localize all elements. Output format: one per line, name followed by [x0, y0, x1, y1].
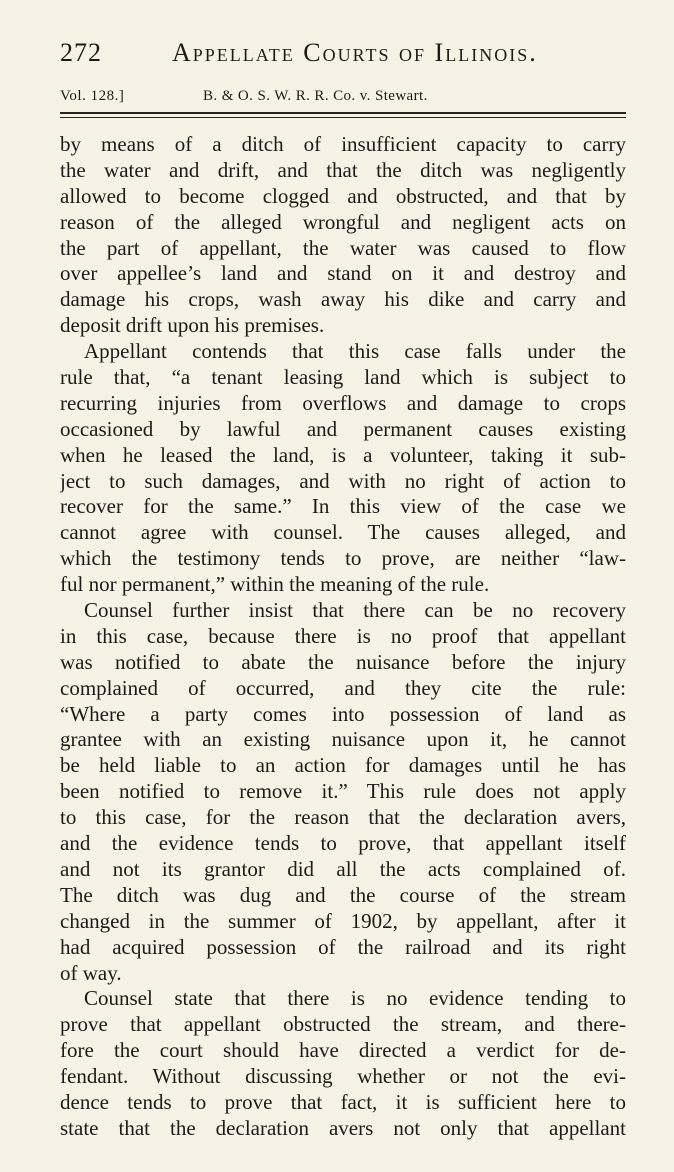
- text-line: dence tends to prove that fact, it is sufficient here to: [60, 1089, 626, 1114]
- text-line: in this case, because there is no proof that appellant: [60, 623, 626, 648]
- text-line: recurring injuries from overflows and damage to crops: [60, 390, 626, 415]
- text-line: when he leased the land, is a volunteer, taking it sub-: [60, 442, 626, 467]
- volume-label: Vol. 128.]: [60, 88, 125, 104]
- header-rule: [60, 112, 626, 114]
- text-line: complained of occurred, and they cite the rule:: [60, 675, 626, 700]
- text-line: grantee with an existing nuisance upon it, he cannot: [60, 727, 626, 752]
- text-line: fore the court should have directed a verdict for de-: [60, 1038, 626, 1063]
- text-line: be held liable to an action for damages until he has: [60, 753, 626, 778]
- text-line: fendant. Without discussing whether or not the evi-: [60, 1064, 626, 1089]
- text-line: the part of appellant, the water was caused to flow: [60, 235, 626, 260]
- text-line: over appellee’s land and stand on it and destroy and: [60, 261, 626, 286]
- body-text: [60, 132, 626, 1142]
- text-line: and the evidence tends to prove, that appellant itself: [60, 831, 626, 856]
- text-line: had acquired possession of the railroad and its right: [60, 934, 626, 959]
- text-line: Appellant contends that this case falls under the: [84, 339, 626, 364]
- text-line: recover for the same.” In this view of the case we: [60, 494, 626, 519]
- header-rule-thin: [60, 117, 626, 118]
- text-line: and not its grantor did all the acts complained of.: [60, 856, 626, 881]
- text-line: reason of the alleged wrongful and negligent acts on: [60, 209, 626, 234]
- page-number: 272: [60, 38, 102, 67]
- text-line: was notified to abate the nuisance before the injury: [60, 649, 626, 674]
- running-title: Appellate Courts of Illinois.: [172, 38, 538, 67]
- case-caption: B. & O. S. W. R. R. Co. v. Stewart.: [203, 88, 428, 104]
- text-line: allowed to become clogged and obstructed, and that by: [60, 183, 626, 208]
- text-line: changed in the summer of 1902, by appellant, after it: [60, 908, 626, 933]
- text-line: ject to such damages, and with no right of action to: [60, 468, 626, 493]
- text-line: deposit drift upon his premises.: [60, 313, 325, 338]
- case-subheader: [60, 88, 626, 105]
- text-line: by means of a ditch of insufficient capacity to carry: [60, 132, 626, 156]
- text-line: Counsel state that there is no evidence tending to: [84, 986, 626, 1011]
- text-line: cannot agree with counsel. The causes alleged, and: [60, 520, 626, 545]
- text-line: Counsel further insist that there can be no recovery: [84, 598, 626, 623]
- text-line: occasioned by lawful and permanent causes existing: [60, 416, 626, 441]
- text-line: which the testimony tends to prove, are neither “law-: [60, 546, 626, 571]
- running-header: [60, 38, 626, 68]
- text-line: the water and drift, and that the ditch was negligently: [60, 157, 626, 182]
- text-line: of way.: [60, 960, 122, 985]
- text-line: damage his crops, wash away his dike and carry and: [60, 287, 626, 312]
- text-line: “Where a party comes into possession of land as: [60, 701, 626, 726]
- text-line: been notified to remove it.” This rule does not apply: [60, 779, 626, 804]
- text-line: ful nor permanent,” within the meaning of the rule.: [60, 572, 490, 597]
- text-line: state that the declaration avers not only that appellant: [60, 1115, 626, 1140]
- text-line: prove that appellant obstructed the stream, and there-: [60, 1012, 626, 1037]
- text-line: The ditch was dug and the course of the stream: [60, 882, 626, 907]
- text-line: rule that, “a tenant leasing land which is subject to: [60, 365, 626, 390]
- text-line: to this case, for the reason that the declaration avers,: [60, 805, 626, 830]
